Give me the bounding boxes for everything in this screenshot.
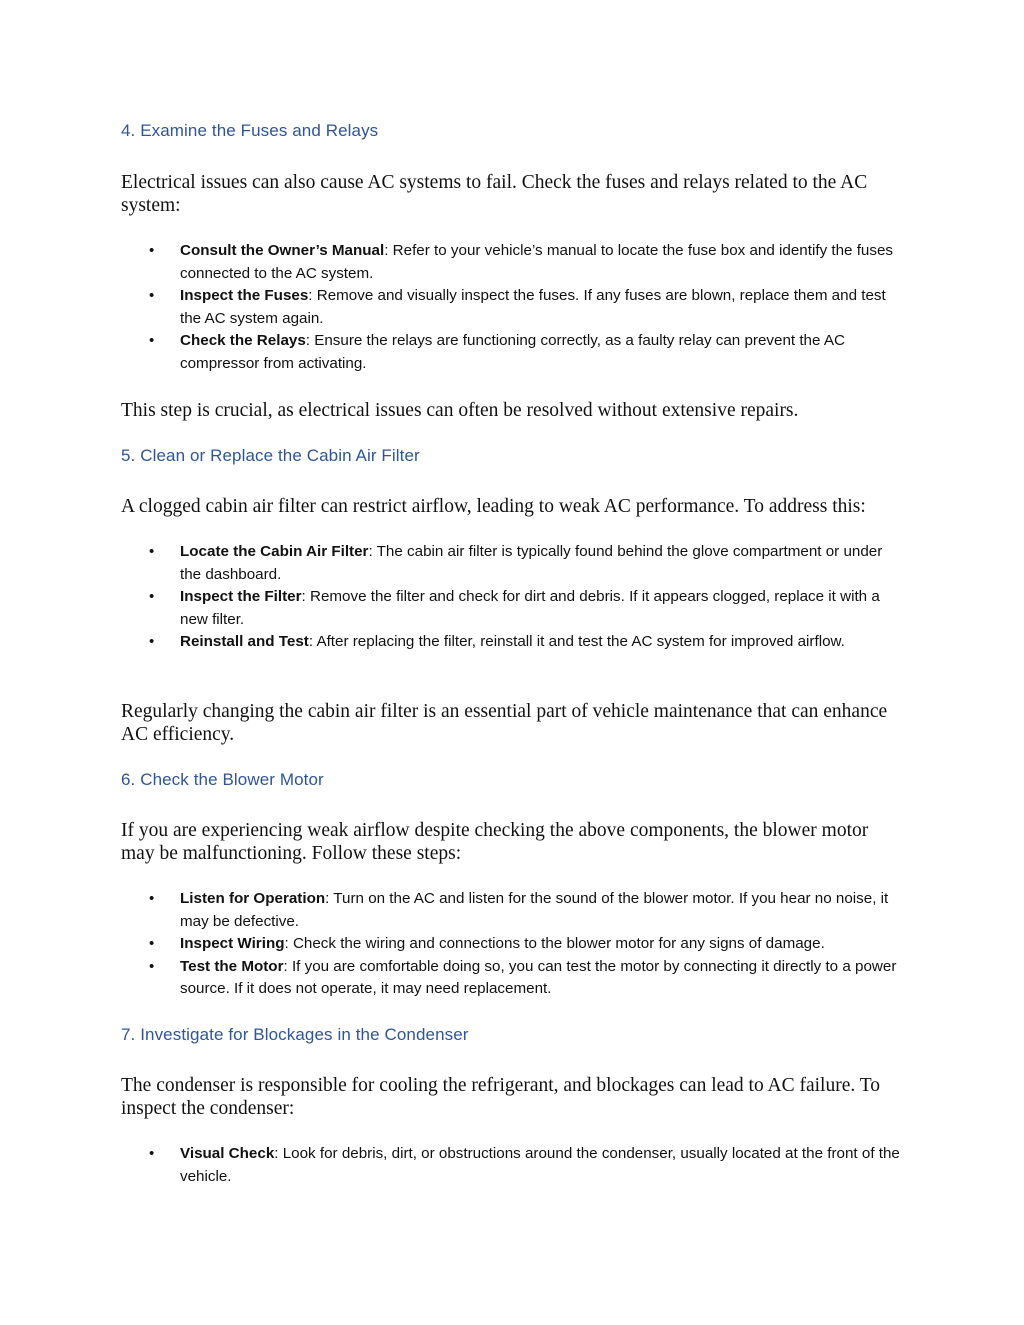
item-text: : Check the wiring and connections to the blower motor for any signs of damage. — [284, 935, 825, 953]
list-item — [121, 586, 906, 631]
list-item — [121, 240, 906, 285]
bullet-icon: • — [149, 588, 155, 606]
section-intro: A clogged cabin air filter can restrict airflow, leading to weak AC performance. To address this: — [121, 496, 866, 517]
item-term: Inspect the Filter — [180, 588, 302, 606]
item-text: : The cabin air filter is typically found behind the glove compartment or under the dashboard. — [180, 543, 883, 583]
item-text: : Turn on the AC and listen for the sound of the blower motor. If you hear no noise, it may be defective. — [180, 890, 889, 930]
list-item — [121, 330, 906, 375]
item-text: : If you are comfortable doing so, you can test the motor by connecting it directly to a power source. If it does not operate, it may need replacement. — [180, 957, 897, 998]
bullet-list — [121, 888, 906, 1001]
item-text: : Refer to your vehicle’s manual to locate the fuse box and identify the fuses connected to the AC system. — [180, 242, 894, 282]
item-term: Locate the Cabin Air Filter — [180, 543, 369, 560]
bullet-icon: • — [149, 287, 155, 305]
section-outro: This step is crucial, as electrical issues can often be resolved without extensive repairs. — [121, 400, 799, 421]
bullet-icon: • — [149, 633, 155, 651]
item-term: Inspect the Fuses — [180, 287, 309, 305]
item-text: : Ensure the relays are functioning correctly, as a faulty relay can prevent the AC compressor from activating. — [180, 332, 845, 372]
bullet-icon: • — [149, 242, 155, 259]
item-term: Consult the Owner’s Manual — [180, 242, 385, 259]
section-heading: 5. Clean or Replace the Cabin Air Filter — [121, 446, 420, 465]
section-intro: If you are experiencing weak airflow despite checking the above components, the blower motor may be malfunctioning. Follow these steps: — [121, 820, 869, 864]
list-item — [121, 541, 906, 586]
section-heading: 6. Check the Blower Motor — [121, 770, 324, 789]
bullet-list — [121, 1143, 906, 1188]
bullet-icon: • — [149, 543, 155, 560]
bullet-icon: • — [149, 332, 155, 350]
list-item — [121, 631, 906, 654]
section-heading: 4. Examine the Fuses and Relays — [121, 121, 379, 140]
bullet-icon: • — [149, 957, 155, 975]
bullet-icon: • — [149, 1145, 155, 1162]
bullet-icon: • — [149, 935, 155, 953]
item-text: : After replacing the filter, reinstall it and test the AC system for improved airflow. — [308, 633, 845, 651]
item-text: : Remove and visually inspect the fuses. If any fuses are blown, replace them and test the AC system again. — [180, 287, 886, 327]
item-term: Check the Relays — [180, 332, 306, 350]
bullet-list — [121, 541, 906, 654]
item-text: : Remove the filter and check for dirt and debris. If it appears clogged, replace it with a new filter. — [180, 588, 880, 628]
list-item — [121, 888, 906, 933]
list-item — [121, 1143, 906, 1188]
section-intro: Electrical issues can also cause AC systems to fail. Check the fuses and relays related to the AC system: — [121, 172, 868, 216]
section-heading: 7. Investigate for Blockages in the Condenser — [121, 1025, 469, 1044]
item-term: Visual Check — [180, 1145, 275, 1162]
item-term: Inspect Wiring — [180, 935, 285, 953]
section-intro: The condenser is responsible for cooling the refrigerant, and blockages can lead to AC failure. To inspect the condenser: — [121, 1075, 881, 1119]
bullet-icon: • — [149, 890, 155, 907]
list-item — [121, 933, 906, 956]
bullet-list — [121, 240, 906, 376]
section-outro: Regularly changing the cabin air filter is an essential part of vehicle maintenance that can enhance AC efficiency. — [121, 701, 888, 745]
item-text: : Look for debris, dirt, or obstructions around the condenser, usually located at the front of the vehicle. — [180, 1145, 900, 1185]
list-item — [121, 956, 906, 1001]
item-term: Listen for Operation — [180, 890, 326, 907]
item-term: Test the Motor — [180, 957, 284, 975]
item-term: Reinstall and Test — [180, 633, 309, 651]
list-item — [121, 285, 906, 330]
